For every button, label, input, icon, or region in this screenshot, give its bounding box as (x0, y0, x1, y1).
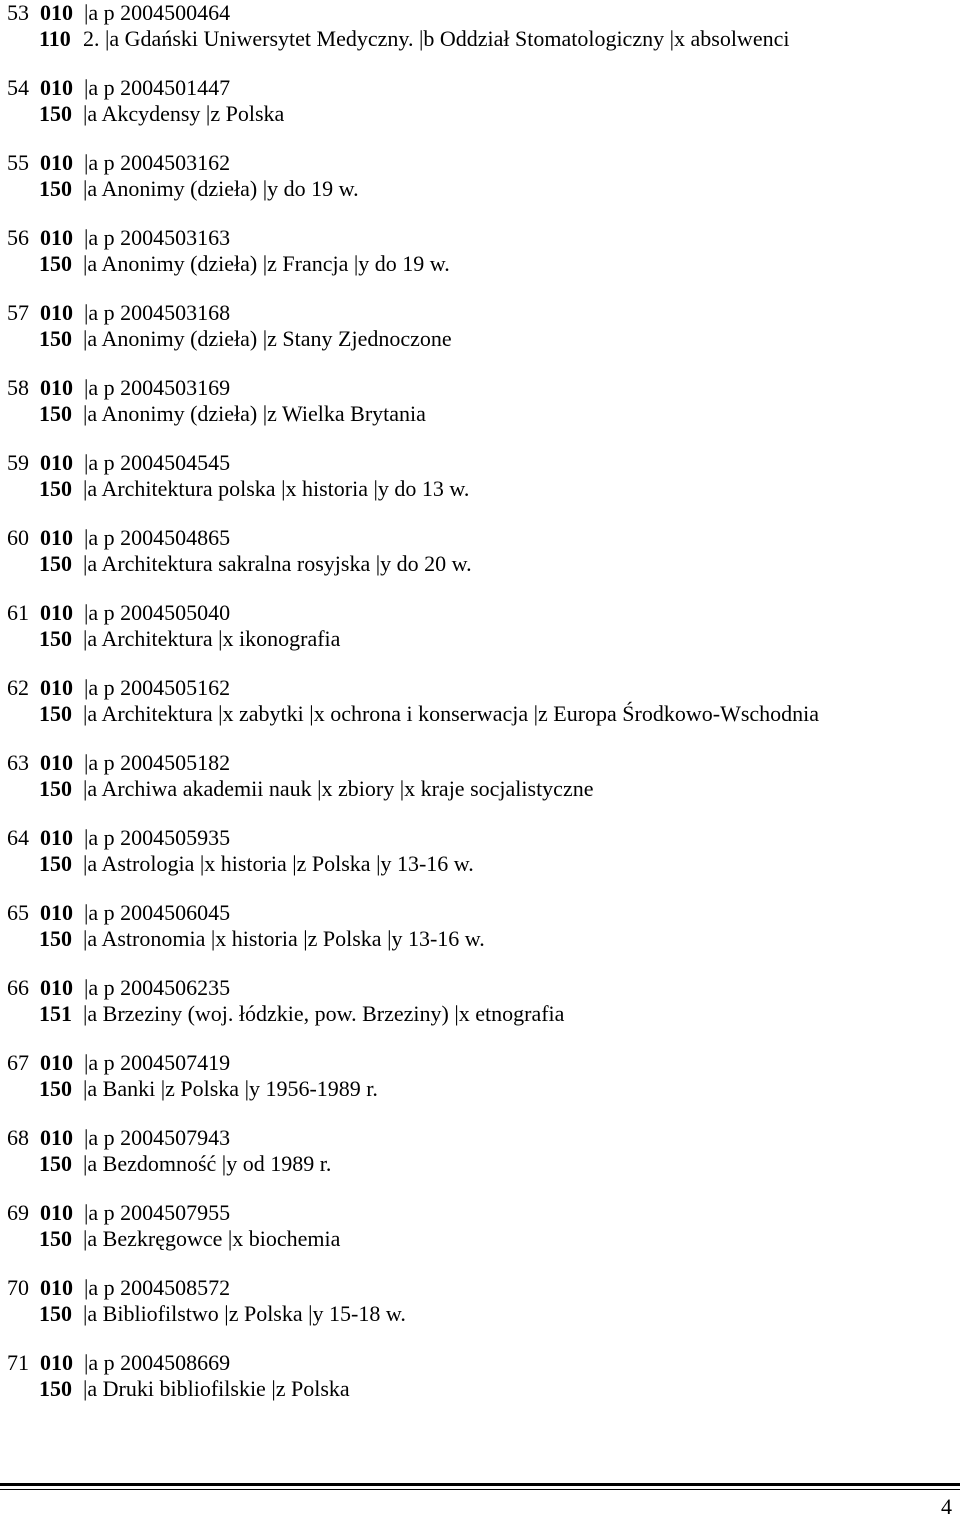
field-value: |a Akcydensy |z Polska (83, 100, 285, 126)
field-tag: 010 (40, 375, 73, 400)
record-entry (7, 300, 952, 351)
record-control-line (7, 225, 952, 251)
field-value: |a Anonimy (dzieła) |z Stany Zjednoczone (83, 325, 452, 351)
record-number: 70 (7, 1275, 29, 1300)
record-control-line (7, 375, 952, 401)
field-value: |a p 2004505182 (84, 750, 231, 775)
record-entry (7, 0, 952, 51)
record-spacer (7, 876, 952, 900)
record-spacer (7, 351, 952, 375)
field-value: |a Brzeziny (woj. łódzkie, pow. Brzeziny) |x etnografia (83, 1000, 565, 1026)
field-value: |a Architektura |x ikonografia (83, 625, 341, 651)
record-control-line (7, 750, 952, 776)
record-heading-line (7, 1001, 952, 1027)
record-number: 54 (7, 75, 29, 100)
field-value: |a Architektura |x zabytki |x ochrona i konserwacja |z Europa Środkowo-Wschodnia (83, 700, 820, 726)
field-value: |a p 2004507955 (84, 1200, 231, 1225)
record-heading-line (7, 626, 952, 652)
record-entry (7, 75, 952, 126)
record-control-line (7, 1200, 952, 1226)
field-value: |a Bezdomność |y od 1989 r. (83, 1150, 332, 1176)
record-heading-line (7, 1376, 952, 1402)
record-heading-line (7, 326, 952, 352)
record-entry (7, 450, 952, 501)
field-tag: 010 (40, 150, 73, 175)
record-entry (7, 900, 952, 951)
field-tag: 150 (39, 325, 72, 351)
record-heading-line (7, 251, 952, 277)
record-spacer (7, 951, 952, 975)
field-tag: 010 (40, 225, 73, 250)
field-value: |a Architektura sakralna rosyjska |y do 20 w. (83, 550, 472, 576)
record-heading-line (7, 926, 952, 952)
field-value: |a p 2004503162 (84, 150, 231, 175)
record-control-line (7, 675, 952, 701)
record-control-line (7, 600, 952, 626)
record-heading-line (7, 776, 952, 802)
record-heading-line (7, 176, 952, 202)
record-number: 57 (7, 300, 29, 325)
record-spacer (7, 651, 952, 675)
record-heading-line (7, 1301, 952, 1327)
field-tag: 010 (40, 1350, 73, 1375)
field-value: |a p 2004500464 (84, 0, 231, 25)
field-tag: 150 (39, 1300, 72, 1326)
record-heading-line (7, 1226, 952, 1252)
record-entry (7, 375, 952, 426)
field-tag: 010 (40, 1275, 73, 1300)
record-entry (7, 1350, 952, 1401)
field-value: |a Bibliofilstwo |z Polska |y 15-18 w. (83, 1300, 406, 1326)
field-tag: 010 (40, 0, 73, 25)
record-control-line (7, 1350, 952, 1376)
field-value: |a Banki |z Polska |y 1956-1989 r. (83, 1075, 378, 1101)
field-value: |a Anonimy (dzieła) |y do 19 w. (83, 175, 359, 201)
record-entry (7, 750, 952, 801)
record-heading-line (7, 701, 952, 727)
field-tag: 010 (40, 525, 73, 550)
field-tag: 010 (40, 1200, 73, 1225)
record-entry (7, 825, 952, 876)
field-value: |a p 2004503168 (84, 300, 231, 325)
record-number: 60 (7, 525, 29, 550)
record-heading-line (7, 851, 952, 877)
field-tag: 010 (40, 825, 73, 850)
record-control-line (7, 1125, 952, 1151)
field-tag: 150 (39, 775, 72, 801)
record-number: 67 (7, 1050, 29, 1075)
field-value: |a Architektura polska |x historia |y do 13 w. (83, 475, 470, 501)
record-number: 66 (7, 975, 29, 1000)
record-number: 62 (7, 675, 29, 700)
record-number: 69 (7, 1200, 29, 1225)
record-heading-line (7, 401, 952, 427)
record-control-line (7, 975, 952, 1001)
field-value: |a p 2004504865 (84, 525, 231, 550)
field-value: |a p 2004501447 (84, 75, 231, 100)
field-tag: 010 (40, 300, 73, 325)
field-value: |a p 2004505040 (84, 600, 231, 625)
record-heading-line (7, 1151, 952, 1177)
field-tag: 110 (39, 25, 71, 51)
field-value: |a Archiwa akademii nauk |x zbiory |x kraje socjalistyczne (83, 775, 594, 801)
field-value: |a p 2004506235 (84, 975, 231, 1000)
record-heading-line (7, 26, 952, 52)
record-control-line (7, 150, 952, 176)
field-tag: 010 (40, 900, 73, 925)
page-number: 4 (941, 1494, 952, 1519)
record-control-line (7, 1050, 952, 1076)
record-number: 53 (7, 0, 29, 25)
record-number: 65 (7, 900, 29, 925)
field-value: |a p 2004505162 (84, 675, 231, 700)
record-heading-line (7, 101, 952, 127)
record-number: 61 (7, 600, 29, 625)
record-spacer (7, 1026, 952, 1050)
document-body (7, 0, 952, 1401)
field-value: |a Astronomia |x historia |z Polska |y 13-16 w. (83, 925, 485, 951)
field-tag: 150 (39, 625, 72, 651)
field-value: |a p 2004507419 (84, 1050, 231, 1075)
record-entry (7, 600, 952, 651)
field-tag: 150 (39, 400, 72, 426)
field-tag: 150 (39, 1075, 72, 1101)
field-value: |a p 2004508669 (84, 1350, 231, 1375)
record-control-line (7, 825, 952, 851)
record-spacer (7, 501, 952, 525)
record-spacer (7, 201, 952, 225)
record-entry (7, 975, 952, 1026)
field-value: |a p 2004506045 (84, 900, 231, 925)
field-value: |a p 2004504545 (84, 450, 231, 475)
record-spacer (7, 726, 952, 750)
field-tag: 150 (39, 550, 72, 576)
field-value: |a p 2004507943 (84, 1125, 231, 1150)
record-entry (7, 1200, 952, 1251)
record-heading-line (7, 476, 952, 502)
record-heading-line (7, 1076, 952, 1102)
record-heading-line (7, 551, 952, 577)
field-tag: 010 (40, 675, 73, 700)
field-value: |a Anonimy (dzieła) |z Francja |y do 19 w. (83, 250, 450, 276)
record-spacer (7, 1326, 952, 1350)
field-value: |a Druki bibliofilskie |z Polska (83, 1375, 350, 1401)
record-entry (7, 1275, 952, 1326)
record-entry (7, 150, 952, 201)
record-control-line (7, 1275, 952, 1301)
field-tag: 151 (39, 1000, 72, 1026)
record-spacer (7, 1101, 952, 1125)
field-value: |a p 2004503169 (84, 375, 231, 400)
field-value: |a Astrologia |x historia |z Polska |y 13-16 w. (83, 850, 474, 876)
field-tag: 010 (40, 450, 73, 475)
field-tag: 010 (40, 75, 73, 100)
record-control-line (7, 525, 952, 551)
record-control-line (7, 300, 952, 326)
field-tag: 010 (40, 750, 73, 775)
footer-divider (0, 1483, 960, 1490)
record-spacer (7, 576, 952, 600)
field-tag: 150 (39, 700, 72, 726)
record-spacer (7, 1176, 952, 1200)
field-tag: 150 (39, 925, 72, 951)
field-value: 2. |a Gdański Uniwersytet Medyczny. |b Oddział Stomatologiczny |x absolwenci (83, 25, 790, 51)
field-tag: 150 (39, 100, 72, 126)
record-control-line (7, 0, 952, 26)
record-number: 63 (7, 750, 29, 775)
field-tag: 150 (39, 175, 72, 201)
field-value: |a p 2004505935 (84, 825, 231, 850)
field-tag: 150 (39, 475, 72, 501)
field-value: |a p 2004508572 (84, 1275, 231, 1300)
record-entry (7, 675, 952, 726)
field-tag: 150 (39, 1375, 72, 1401)
record-number: 71 (7, 1350, 29, 1375)
field-tag: 010 (40, 975, 73, 1000)
field-tag: 150 (39, 1150, 72, 1176)
field-tag: 010 (40, 1050, 73, 1075)
field-value: |a p 2004503163 (84, 225, 231, 250)
field-tag: 010 (40, 600, 73, 625)
record-number: 55 (7, 150, 29, 175)
record-entry (7, 525, 952, 576)
field-tag: 010 (40, 1125, 73, 1150)
field-tag: 150 (39, 850, 72, 876)
record-entry (7, 1050, 952, 1101)
record-entry (7, 225, 952, 276)
record-spacer (7, 801, 952, 825)
record-control-line (7, 75, 952, 101)
record-number: 64 (7, 825, 29, 850)
record-number: 58 (7, 375, 29, 400)
record-spacer (7, 276, 952, 300)
field-tag: 150 (39, 1225, 72, 1251)
field-tag: 150 (39, 250, 72, 276)
field-value: |a Anonimy (dzieła) |z Wielka Brytania (83, 400, 426, 426)
record-control-line (7, 450, 952, 476)
field-value: |a Bezkręgowce |x biochemia (83, 1225, 341, 1251)
record-spacer (7, 51, 952, 75)
record-spacer (7, 1251, 952, 1275)
record-spacer (7, 426, 952, 450)
record-number: 59 (7, 450, 29, 475)
record-spacer (7, 126, 952, 150)
record-control-line (7, 900, 952, 926)
record-number: 56 (7, 225, 29, 250)
record-number: 68 (7, 1125, 29, 1150)
record-entry (7, 1125, 952, 1176)
